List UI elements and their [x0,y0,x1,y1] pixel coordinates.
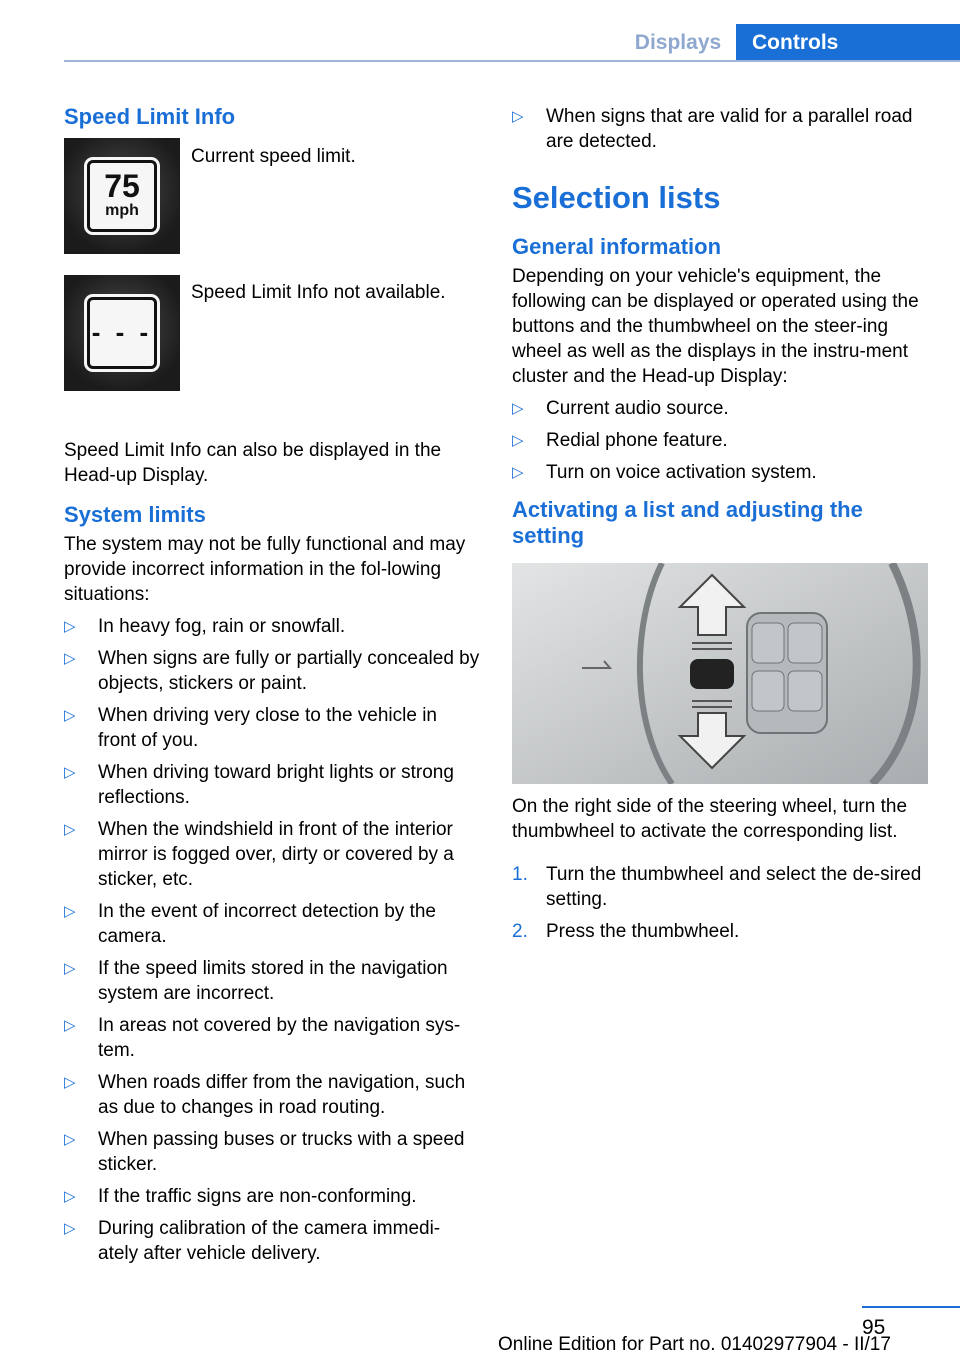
list-item: ▷ When signs are fully or partially concealed by objects, stickers or paint. [64,648,480,694]
tab-controls[interactable]: Controls [736,24,960,62]
list-item: ▷ When driving very close to the vehicle in front of you. [64,705,437,751]
bullet-icon: ▷ [512,432,524,449]
page-number: 95 [862,1316,886,1339]
list-item: ▷ When passing buses or trucks with a speed sticker. [64,1129,465,1175]
speed-limit-heading: Speed Limit Info [64,104,236,129]
activating-heading: Activating a list and adjusting the setting [512,497,863,548]
bullet-icon: ▷ [64,1074,76,1091]
bullet-icon: ▷ [64,707,76,724]
steering-wheel-thumbwheel-icon [512,563,928,784]
edition-text: Online Edition for Part no. 01402977904 - II/17 [498,1334,891,1355]
sign1-caption: Current speed limit. [191,146,356,167]
list-item: ▷ During calibration of the camera immedi-ately after vehicle delivery. [64,1218,441,1264]
list-item: ▷ In heavy fog, rain or snowfall. [64,616,346,637]
bullet-icon: ▷ [64,1220,76,1237]
bullet-icon: ▷ [64,821,76,838]
footer-divider [862,1306,960,1308]
parallel-road-list [512,104,928,154]
list-item: 2. Press the thumbwheel. [512,921,740,942]
left-column [64,100,480,1273]
general-info-heading: General information [512,234,722,259]
list-item: ▷ Current audio source. [512,398,729,419]
sign-dashes: - - - [91,317,153,347]
steps-list [512,862,928,944]
system-limits-list [64,614,480,1266]
header-divider [64,60,960,62]
list-item: ▷ If the speed limits stored in the navigation system are incorrect. [64,958,448,1004]
list-item: ▷ If the traffic signs are non-conforming. [64,1186,417,1207]
bullet-icon: ▷ [512,464,524,481]
general-info-text: Depending on your vehicle's equipment, the following can be displayed or operated using the buttons and the thumbwheel on the steer-ing wheel as well as the displays in the instru-ment cluster and the Head-up Display: [512,266,919,387]
bullet-icon: ▷ [512,108,524,125]
sign-number: 75 [104,168,140,204]
list-item: ▷ Turn on voice activation system. [512,462,817,483]
bullet-icon: ▷ [64,903,76,920]
list-item: ▷ When the windshield in front of the interior mirror is fogged over, dirty or covered by a sticker, etc. [64,819,454,890]
unavailable-sign-plate [87,297,157,369]
bullet-icon: ▷ [512,400,524,417]
list-item: 1. Turn the thumbwheel and select the de-sired setting. [512,864,922,910]
speed-limit-unavailable-icon [64,275,180,391]
list-item: ▷ When driving toward bright lights or strong reflections. [64,762,454,808]
bullet-icon: ▷ [64,1017,76,1034]
tab-displays[interactable]: Displays [634,31,722,54]
system-limits-heading: System limits [64,502,206,527]
bullet-icon: ▷ [64,1188,76,1205]
system-limits-intro: The system may not be fully functional and may provide incorrect information in the fol-lowing situations: [64,534,466,605]
sign2-caption: Speed Limit Info not available. [191,282,446,303]
general-info-list [512,396,928,485]
list-item: ▷ Redial phone feature. [512,430,728,451]
selection-lists-heading: Selection lists [512,180,721,215]
speed-limit-sign-icon [64,138,180,254]
bullet-icon: ▷ [64,1131,76,1148]
hud-text: Speed Limit Info can also be displayed in the Head-up Display. [64,440,442,486]
speed-sign-plate [87,160,157,232]
list-item: ▷ In the event of incorrect detection by the camera. [64,901,436,947]
step-number: 2. [512,921,528,942]
bullet-icon: ▷ [64,650,76,667]
list-item: ▷ In areas not covered by the navigation sys-tem. [64,1015,461,1061]
bullet-icon: ▷ [64,960,76,977]
sign-unit: mph [105,202,139,219]
right-column [512,100,928,951]
bullet-icon: ▷ [64,764,76,781]
thumbwheel-text: On the right side of the steering wheel, turn the thumbwheel to activate the corresponding list. [512,796,908,842]
steering-wheel-image [512,563,928,784]
bullet-icon: ▷ [64,618,76,635]
list-item: ▷ When signs that are valid for a parallel road are detected. [512,106,913,152]
sign-section [64,130,480,404]
step-number: 1. [512,864,528,885]
list-item: ▷ When roads differ from the navigation, such as due to changes in road routing. [64,1072,466,1118]
